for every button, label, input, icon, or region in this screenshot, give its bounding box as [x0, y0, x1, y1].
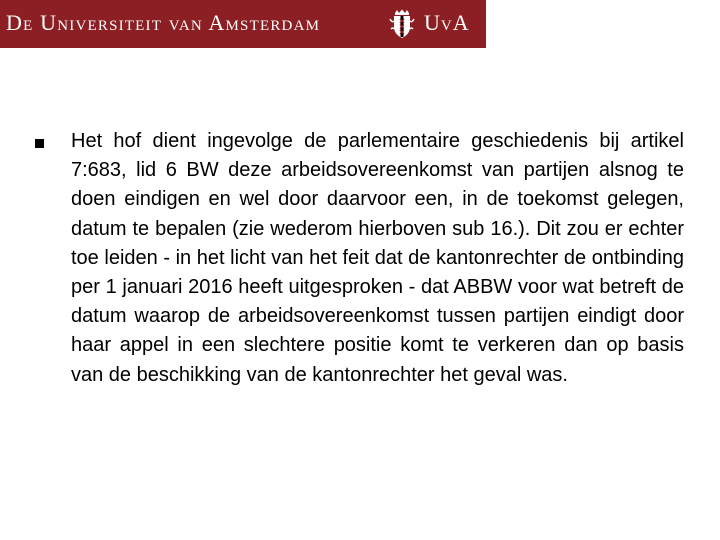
square-bullet-icon: [35, 139, 44, 148]
bullet-text: Het hof dient ingevolge de parlementaire geschiedenis bij artikel 7:683, lid 6 BW deze arbeidsovereenkomst van partijen alsnog te doen eindigen en wel door daarvoor een, in de toekomst gelegen, datum te bepalen (zie wederom hierboven sub 16.). Dit zou er echter toe leiden - in het licht van het feit dat de kantonrechter de ontbinding per 1 januari 2016 heeft uitgesproken - dat ABBW voor wat betreft de datum waarop de arbeidsovereenkomst tussen partijen eindigt door haar appel in een slechtere positie komt te verkeren dan op basis van de beschikking van de kantonrechter het geval was.: [71, 130, 684, 386]
header-bar: [0, 0, 486, 48]
university-abbreviation: UvA: [424, 10, 470, 35]
university-name: De Universiteit van Amsterdam: [6, 10, 321, 35]
bullet-item: [34, 127, 684, 390]
uva-crest-icon: [389, 9, 415, 39]
slide-content: [34, 127, 684, 390]
